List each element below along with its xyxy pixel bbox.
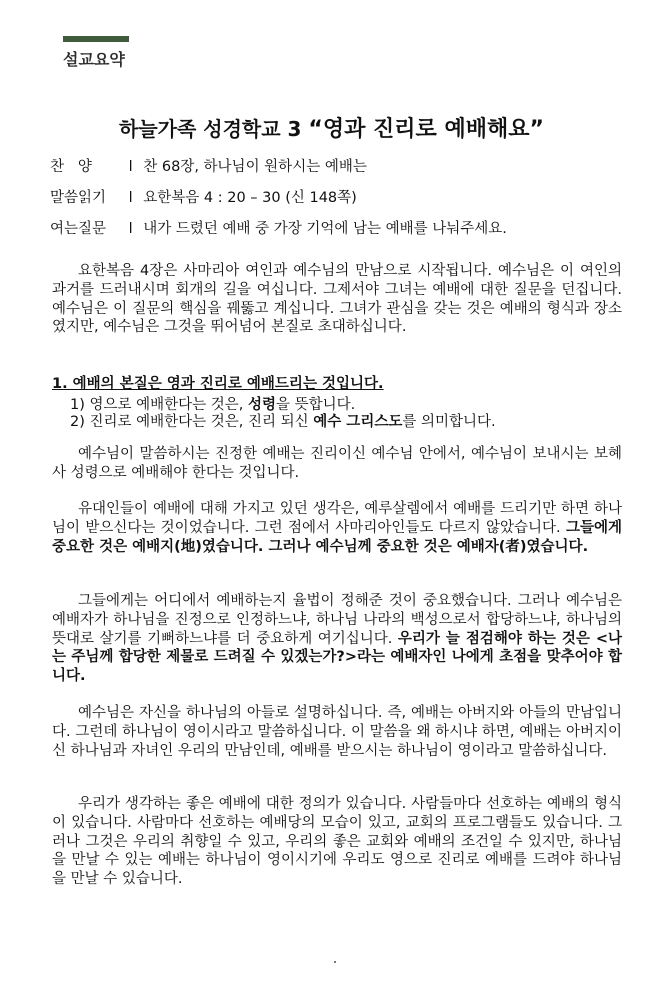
separator: l (128, 190, 133, 206)
section-heading: 1. 예배의 본질은 영과 진리로 예배드리는 것입니다. (52, 376, 384, 392)
separator: l (128, 159, 133, 175)
question-label: 여는질문 (50, 221, 107, 237)
question-value: 내가 드렸던 예배 중 가장 기억에 남는 예배를 나눠주세요. (143, 221, 507, 237)
point-2-emphasis: 예수 그리스도 (313, 414, 403, 430)
paragraph-2: 예수님이 말씀하시는 진정한 예배는 진리이신 예수님 안에서, 예수님이 보내시는 보혜사 성령으로 예배해야 한다는 것입니다. (52, 446, 622, 481)
reading-row (50, 186, 357, 207)
point-1-tail: 을 뜻합니다. (276, 397, 356, 413)
hymn-row (50, 155, 367, 176)
point-2-tail: 를 의미합니다. (402, 414, 496, 430)
hymn-value: 찬 68장, 하나님이 원하시는 예배는 (143, 159, 367, 175)
title-prefix: 하늘가족 성경학교 3 (119, 117, 302, 141)
separator: l (128, 221, 133, 237)
title-main: “영과 진리로 예배해요” (308, 117, 544, 142)
point-2-text: 2) 진리로 예배한다는 것은, 진리 되신 (70, 414, 314, 430)
paragraph-3-text: 유대인들이 예배에 대해 가지고 있던 생각은, 예루살렘에서 예배를 드리기만 하면 하나님이 받으신다는 것이었습니다. 그런 점에서 사마리아인들도 다르지 않았습니다. (52, 501, 622, 536)
intro-paragraph: 요한복음 4장은 사마리아 여인과 예수님의 만남으로 시작됩니다. 예수님은 이 여인의 과거를 드러내시며 회개의 길을 여십니다. 그제서야 그녀는 예배에 대한 질문을 던집니다. 예수님은 이 질문의 핵심을 꿰뚫고 계십니다. 그녀가 관심을 갖는 것은 예배의 형식과 장소였지만, 예수님은 그것을 뛰어넘어 본질로 초대하십니다. (52, 263, 622, 336)
point-2 (70, 410, 496, 431)
question-row (50, 217, 507, 238)
header-bar (63, 36, 129, 42)
paragraph-3 (52, 500, 622, 556)
reading-value: 요한복음 4 : 20 – 30 (신 148쪽) (143, 190, 357, 206)
section-label: 설교요약 (63, 50, 125, 69)
hymn-label: 찬 양 (50, 159, 92, 175)
page-dot (334, 961, 336, 963)
paragraph-5: 예수님은 자신을 하나님의 아들로 설명하십니다. 즉, 예배는 아버지와 아들의 만남입니다. 그런데 하나님이 영이시라고 말씀하십니다. 이 말씀을 왜 하시냐 하면, 예배는 아버지이신 하나님과 자녀인 우리의 만남인데, 예배를 받으시는 하나님이 영이라고 말씀하십니다. (52, 705, 622, 759)
document-title (0, 112, 663, 143)
point-1-text: 1) 영으로 예배한다는 것은, (70, 397, 248, 413)
point-1-emphasis: 성령 (248, 397, 277, 413)
paragraph-4 (52, 592, 622, 686)
paragraph-4-text: 그들에게는 어디에서 예배하는지 율법이 정해준 것이 중요했습니다. 그러나 예수님은 예배자가 하나님을 진정으로 인정하느냐, 하나님 나라의 백성으로서 합당하느냐, 하나님의 뜻대로 살기를 기뻐하느냐를 더 중요하게 여기십니다. (52, 593, 622, 647)
paragraph-6: 우리가 생각하는 좋은 예배에 대한 정의가 있습니다. 사람들마다 선호하는 예배의 형식이 있습니다. 사람마다 선호하는 예배당의 모습이 있고, 교회의 프로그램들도 있습니다. 그러나 그것은 우리의 취향일 수 있고, 우리의 좋은 교회와 예배의 조건일 수 있지만, 하나님을 만날 수 있는 예배는 하나님이 영이시기에 우리도 영으로 진리로 예배를 드려야 하나님을 만날 수 있습니다. (52, 796, 622, 888)
paragraph-3-emphasis: 그들에게 중요한 것은 예배지(地)였습니다. 그러나 예수님께 중요한 것은 예배자(者)였습니다. (52, 519, 622, 555)
paragraph-4-emphasis: 우리가 늘 점검해야 하는 것은 <나는 주님께 합당한 제물로 드려질 수 있겠는가?>라는 예배자인 나에게 초점을 맞추어야 합니다. (52, 630, 622, 685)
reading-label: 말씀읽기 (50, 190, 107, 206)
